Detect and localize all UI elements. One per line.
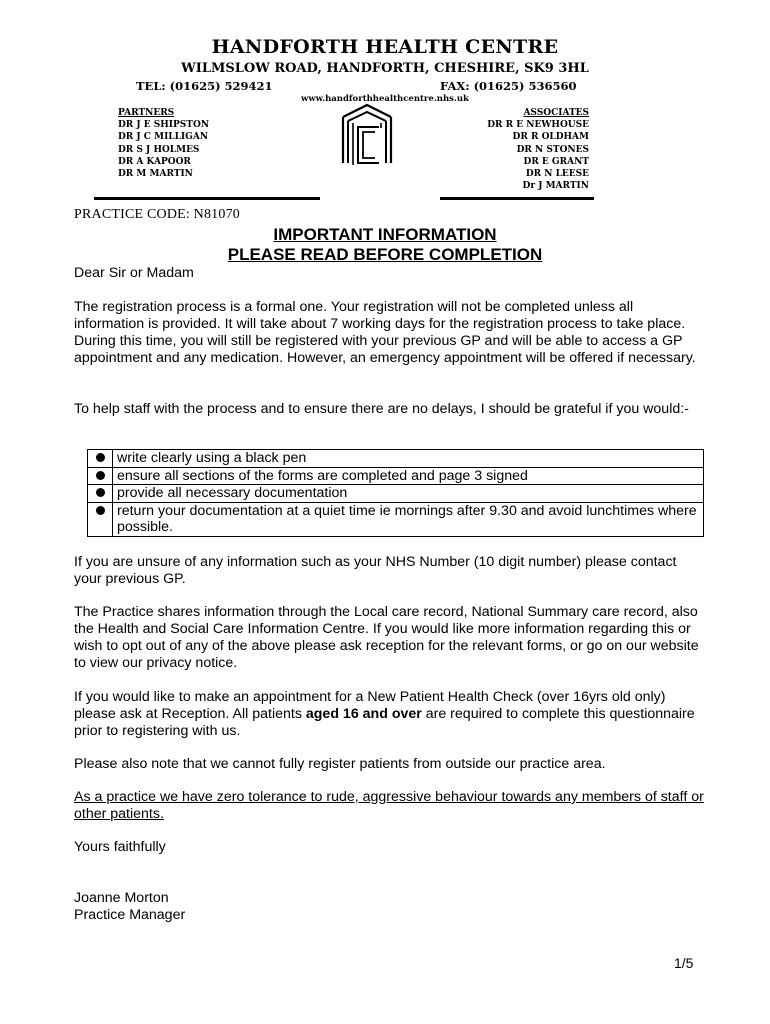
signatory-name: Joanne Morton: [74, 890, 169, 906]
partners-list: [118, 107, 209, 180]
page-number: 1/5: [674, 955, 694, 971]
divider: [94, 197, 320, 200]
partner-name: DR J C MILLIGAN: [118, 132, 209, 143]
paragraph-information-sharing: The Practice shares information through the Local care record, National Summary care record, also the Health and Social Care Information Centre. If you would like more information regarding this or wish to opt out of any of the above please ask reception for the relevant forms, or go on our website to view our privacy notice.: [74, 604, 699, 671]
associate-name: Dr J MARTIN: [522, 181, 589, 192]
health-check-text-end: are required to complete this questionnaire prior to registering with us.: [74, 706, 695, 739]
paragraph-nhs-number: If you are unsure of any information such as your NHS Number (10 digit number) please contact your previous GP.: [74, 554, 677, 587]
closing: Yours faithfully: [74, 839, 166, 855]
checklist-item: return your documentation at a quiet time ie mornings after 9.30 and avoid lunchtimes where possible.: [113, 502, 704, 536]
signatory-title: Practice Manager: [74, 907, 186, 923]
partners-heading: PARTNERS: [118, 108, 175, 118]
paragraph-help-staff: To help staff with the process and to ensure there are no delays, I should be grateful if you would:-: [74, 401, 689, 417]
paragraph-zero-tolerance: As a practice we have zero tolerance to rude, aggressive behaviour towards any members of staff or other patients.: [74, 789, 704, 822]
bullet-icon: [88, 450, 113, 468]
practice-title: HANDFORTH HEALTH CENTRE: [211, 36, 559, 58]
partner-name: DR S J HOLMES: [118, 144, 200, 155]
checklist-row: [88, 502, 704, 536]
divider: [440, 197, 594, 200]
practice-code: PRACTICE CODE: N81070: [74, 207, 240, 222]
bullet-icon: [88, 485, 113, 503]
partner-name: DR J E SHIPSTON: [118, 120, 210, 131]
paragraph-registration-process: The registration process is a formal one. Your registration will not be completed unless all information is provided. It will take about 7 working days for the registration process to take place. During this time, you will still be registered with your previous GP and will be able to access a GP appointment and any medication. However, an emergency appointment will be offered if necessary.: [74, 299, 696, 366]
paragraph-health-check: [74, 689, 704, 740]
partner-name: DR M MARTIN: [118, 169, 193, 180]
heading-please-read: PLEASE READ BEFORE COMPLETION: [227, 245, 543, 264]
practice-address: WILMSLOW ROAD, HANDFORTH, CHESHIRE, SK9 3HL: [181, 61, 589, 76]
associates-heading: ASSOCIATES: [523, 108, 589, 118]
associate-name: DR N STONES: [516, 144, 589, 155]
checklist-item: provide all necessary documentation: [113, 485, 704, 503]
associate-name: DR R E NEWHOUSE: [487, 120, 589, 131]
partner-name: DR A KAPOOR: [118, 156, 191, 167]
telephone: TEL: (01625) 529421: [136, 79, 273, 93]
checklist-item: write clearly using a black pen: [113, 450, 704, 468]
associate-name: DR N LEESE: [525, 169, 589, 180]
age-requirement: aged 16 and over: [305, 706, 422, 722]
checklist-row: [88, 485, 704, 503]
associate-name: DR E GRANT: [523, 156, 589, 167]
associate-name: DR R OLDHAM: [512, 132, 589, 143]
heading-important-information: IMPORTANT INFORMATION: [273, 225, 497, 244]
paragraph-practice-area: Please also note that we cannot fully register patients from outside our practice area.: [74, 756, 606, 772]
checklist-item: ensure all sections of the forms are completed and page 3 signed: [113, 467, 704, 485]
bullet-icon: [88, 502, 113, 536]
salutation: Dear Sir or Madam: [74, 265, 194, 281]
checklist-table: [87, 449, 704, 537]
checklist-row: [88, 450, 704, 468]
associates-list: [487, 107, 589, 192]
fax: FAX: (01625) 536560: [440, 79, 577, 93]
checklist-row: [88, 467, 704, 485]
health-check-text: If you would like to make an appointment for a New Patient Health Check (over 16yrs old only) please ask at Reception. All patients: [74, 689, 666, 722]
website-link[interactable]: www.handforthhealthcentre.nhs.uk: [301, 94, 469, 104]
health-centre-logo-icon: [339, 103, 395, 169]
bullet-icon: [88, 467, 113, 485]
